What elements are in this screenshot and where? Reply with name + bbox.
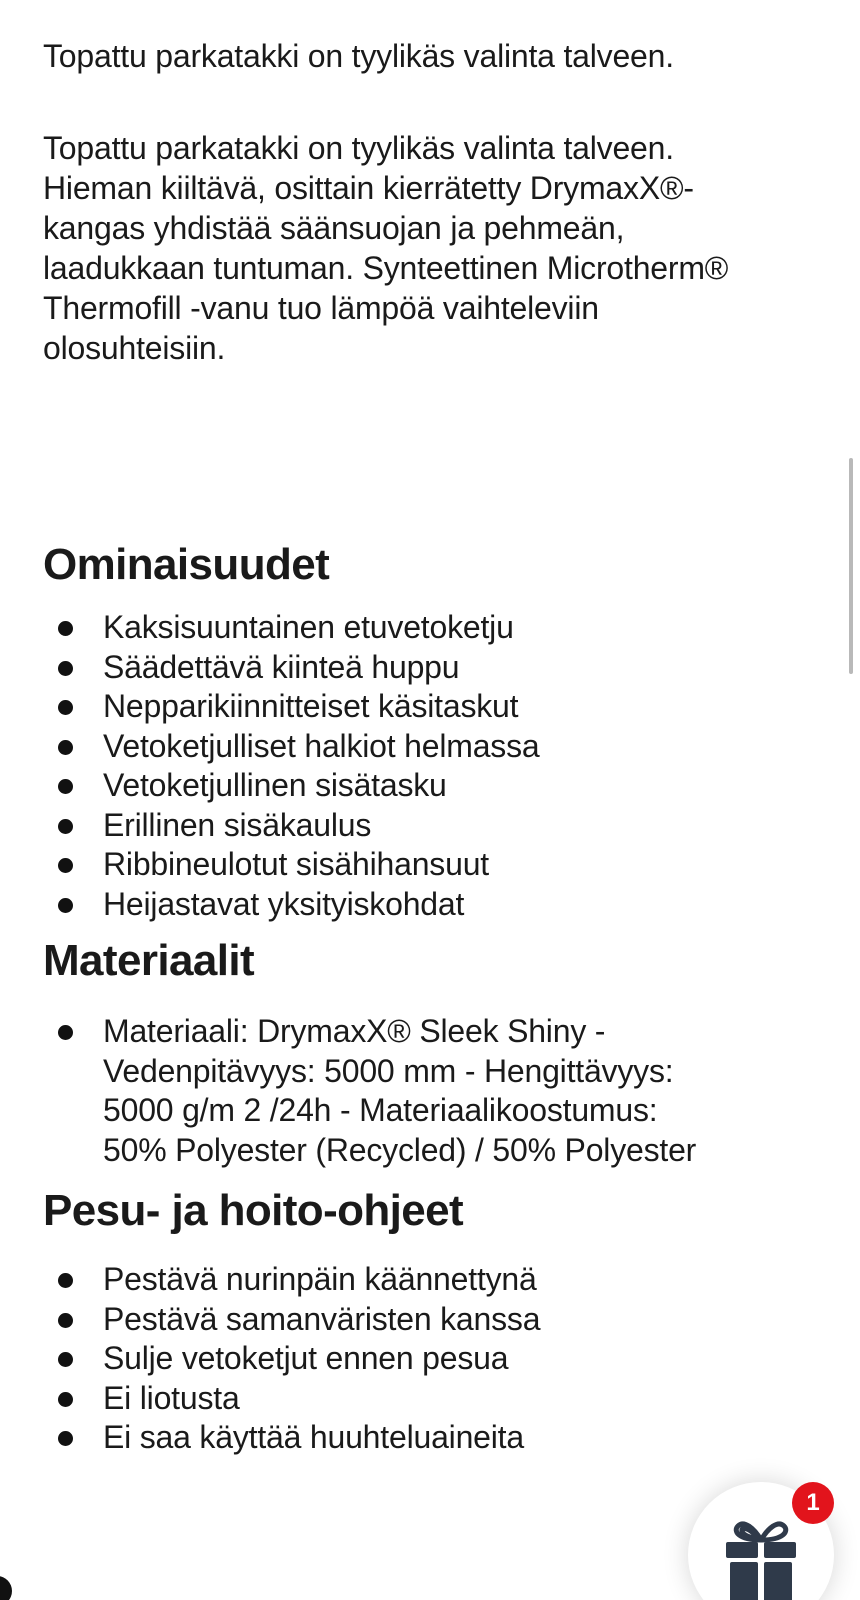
description-line: olosuhteisiin. [43,330,226,366]
description-line: laadukkaan tuntuman. Synteettinen Microtherm® [43,250,729,286]
bullet-icon [58,898,73,913]
care-heading: Pesu- ja hoito-ohjeet [43,1186,464,1235]
bullet-icon [58,621,73,636]
care-text: Sulje vetoketjut ennen pesua [103,1340,509,1376]
bullet-icon [58,740,73,755]
bullet-icon [58,1431,73,1446]
feature-text: Vetoketjulliset halkiot helmassa [103,727,540,764]
description-line: Hieman kiiltävä, osittain kierrätetty DrymaxX®- [43,170,694,206]
care-item [43,1418,843,1458]
description-line: kangas yhdistää säänsuojan ja pehmeän, [43,210,625,246]
bullet-icon [58,858,73,873]
bullet-icon [58,1392,73,1407]
material-item [43,1012,843,1170]
chat-button-edge[interactable] [0,1576,12,1600]
feature-text: Säädettävä kiinteä huppu [103,648,460,685]
bullet-icon [58,700,73,715]
bullet-icon [58,1352,73,1367]
feature-item [43,648,843,688]
feature-item [43,806,843,846]
care-item [43,1300,843,1340]
care-text: Ei liotusta [103,1379,240,1416]
gift-icon [724,1518,798,1600]
care-text: Pestävä samanväristen kanssa [103,1300,541,1337]
description-line: Topattu parkatakki on tyylikäs valinta talveen. [43,130,674,166]
materials-list [43,1012,843,1170]
bullet-icon [58,1273,73,1288]
feature-text: Nepparikiinnitteiset käsitaskut [103,688,519,724]
care-text: Pestävä nurinpäin käännettynä [103,1261,537,1297]
scrollbar-thumb[interactable] [849,458,853,674]
care-list [43,1260,843,1458]
feature-item [43,766,843,806]
product-description [43,128,843,368]
material-line: Vedenpitävyys: 5000 mm - Hengittävyys: [103,1052,674,1089]
feature-text: Heijastavat yksityiskohdat [103,885,465,922]
feature-text: Kaksisuuntainen etuvetoketju [103,609,514,645]
bullet-icon [58,1025,73,1040]
care-text: Ei saa käyttää huuhteluaineita [103,1419,524,1455]
feature-text: Erillinen sisäkaulus [103,806,372,843]
feature-item [43,727,843,767]
product-info [43,36,843,1458]
material-line: 5000 g/m 2 /24h - Materiaalikoostumus: [103,1092,658,1128]
material-line: 50% Polyester (Recycled) / 50% Polyester [103,1131,697,1168]
notification-badge: 1 [792,1482,834,1524]
feature-item [43,845,843,885]
features-heading: Ominaisuudet [43,540,330,589]
feature-text: Ribbineulotut sisähihansuut [103,846,489,882]
feature-item [43,885,843,925]
care-item [43,1339,843,1379]
materials-heading: Materiaalit [43,936,255,985]
bullet-icon [58,1313,73,1328]
bullet-icon [58,819,73,834]
bullet-icon [58,661,73,676]
feature-item [43,687,843,727]
bullet-icon [58,779,73,794]
feature-text: Vetoketjullinen sisätasku [103,767,447,803]
description-line: Thermofill -vanu tuo lämpöä vaihteleviin [43,290,599,326]
product-lead-text: Topattu parkatakki on tyylikäs valinta talveen. [43,38,674,74]
material-line: Materiaali: DrymaxX® Sleek Shiny - [103,1013,606,1049]
feature-item [43,608,843,648]
care-item [43,1379,843,1419]
care-item [43,1260,843,1300]
features-list [43,608,843,924]
